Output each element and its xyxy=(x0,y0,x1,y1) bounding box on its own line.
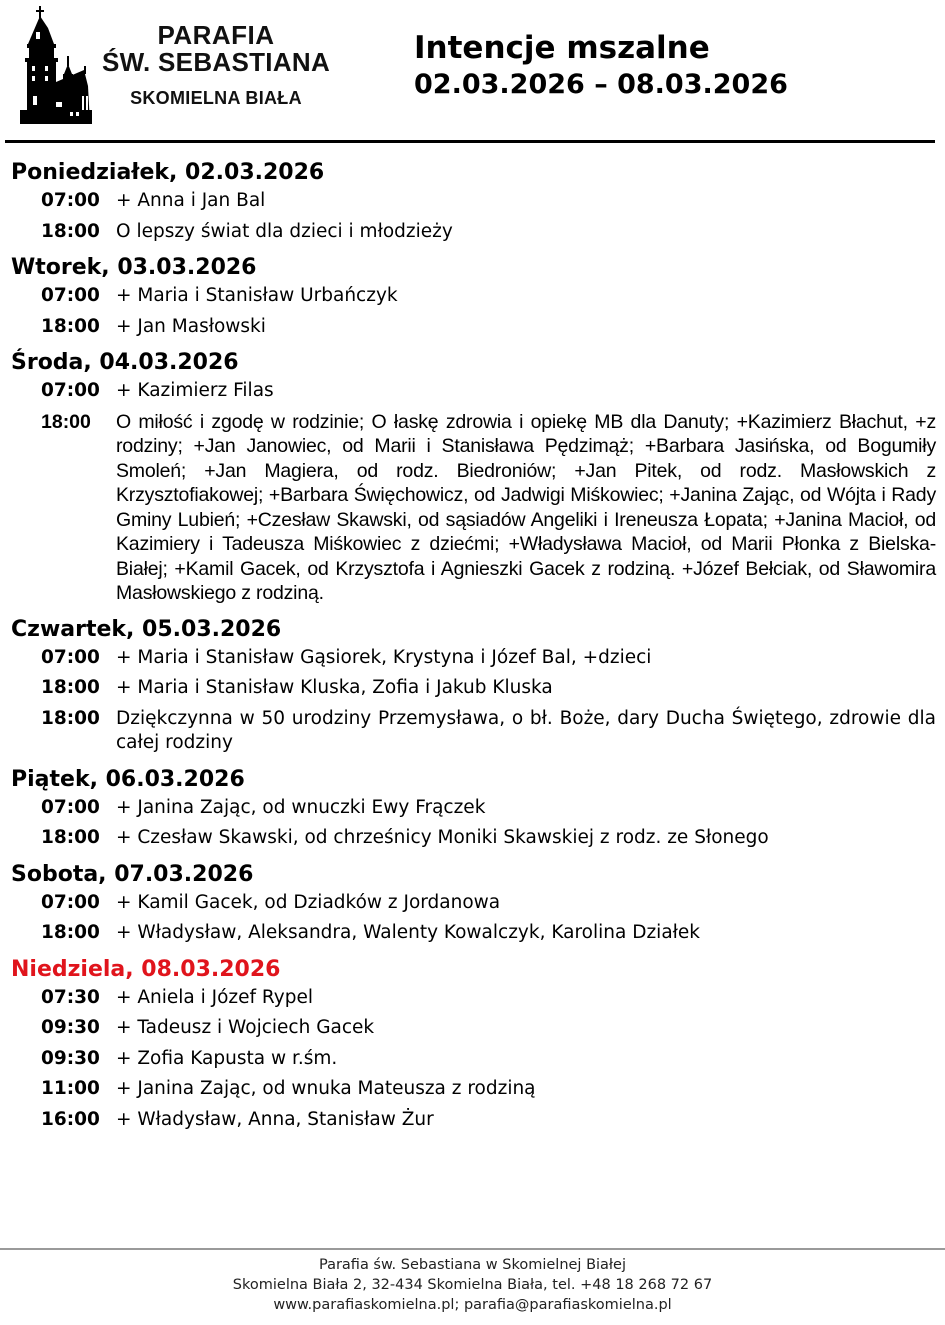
day-title: Piątek, 06.03.2026 xyxy=(11,766,245,792)
mass-entry xyxy=(0,921,945,946)
mass-intention: + Władysław, Aleksandra, Walenty Kowalczyk, Karolina Działek xyxy=(116,922,701,943)
day-sunday xyxy=(0,954,945,1133)
mass-entry xyxy=(0,646,945,671)
mass-entry xyxy=(0,315,945,340)
brand-line-1: PARAFIA xyxy=(157,20,275,50)
mass-time: 07:00 xyxy=(41,891,100,913)
mass-time: 18:00 xyxy=(41,220,100,242)
mass-intention: + Maria i Stanisław Gąsiorek, Krystyna i Józef Bal, +dzieci xyxy=(116,646,652,668)
day-title: Poniedziałek, 02.03.2026 xyxy=(11,160,325,185)
day-title: Czwartek, 05.03.2026 xyxy=(11,616,282,642)
day-tuesday xyxy=(0,252,945,339)
mass-intention: + Zofia Kapusta w r.śm. xyxy=(116,1047,338,1069)
mass-time: 18:00 xyxy=(41,315,100,337)
day-thursday xyxy=(0,614,945,756)
mass-time: 18:00 xyxy=(41,922,100,943)
mass-intention: + Kazimierz Filas xyxy=(116,380,274,401)
footer-parish-name: Parafia św. Sebastiana w Skomielnej Białej xyxy=(318,1257,626,1273)
footer-divider xyxy=(0,1248,945,1250)
mass-time: 07:00 xyxy=(41,190,100,211)
header-divider xyxy=(5,140,935,143)
day-friday xyxy=(0,764,945,851)
mass-intention: + Maria i Stanisław Urbańczyk xyxy=(116,285,398,306)
mass-entry xyxy=(0,1047,945,1072)
mass-entry xyxy=(0,220,945,245)
mass-entry xyxy=(0,1016,945,1041)
parish-brand xyxy=(96,22,336,108)
day-title: Środa, 04.03.2026 xyxy=(11,350,239,375)
mass-entry xyxy=(0,410,945,606)
mass-intention: O lepszy świat dla dzieci i młodzieży xyxy=(116,220,453,242)
mass-time: 18:00 xyxy=(41,827,100,848)
mass-intention: + Czesław Skawski, od chrześnicy Moniki Skawskiej z rodz. ze Słonego xyxy=(116,827,769,848)
day-title: Wtorek, 03.03.2026 xyxy=(11,255,257,280)
mass-entry xyxy=(0,379,945,404)
mass-intention: + Janina Zając, od wnuczki Ewy Frączek xyxy=(116,796,486,818)
mass-time: 16:00 xyxy=(41,1108,100,1130)
footer-contact: www.parafiaskomielna.pl; parafia@parafiaskomielna.pl xyxy=(273,1297,672,1313)
mass-intention: + Tadeusz i Wojciech Gacek xyxy=(116,1017,375,1038)
mass-entry xyxy=(0,707,945,756)
church-icon xyxy=(12,6,94,124)
mass-intention: + Aniela i Józef Rypel xyxy=(116,986,313,1008)
mass-entry xyxy=(0,986,945,1011)
mass-intention: + Anna i Jan Bal xyxy=(116,190,266,211)
mass-time: 07:00 xyxy=(41,646,100,668)
mass-time: 07:00 xyxy=(41,796,100,818)
page-title-block xyxy=(414,30,788,104)
mass-intention: + Kamil Gacek, od Dziadków z Jordanowa xyxy=(116,891,501,913)
mass-intention: + Jan Masłowski xyxy=(116,315,266,337)
mass-entry xyxy=(0,1108,945,1133)
page-title: Intencje mszalne xyxy=(414,30,710,66)
mass-time: 07:00 xyxy=(41,285,100,306)
mass-entry xyxy=(0,826,945,851)
day-title-sunday: Niedziela, 08.03.2026 xyxy=(11,956,281,982)
brand-line-2: ŚW. SEBASTIANA xyxy=(101,47,331,77)
day-wednesday xyxy=(0,347,945,606)
date-range: 02.03.2026 – 08.03.2026 xyxy=(414,69,788,100)
mass-time: 09:30 xyxy=(41,1047,100,1069)
day-saturday xyxy=(0,859,945,946)
mass-entry xyxy=(0,189,945,214)
mass-time: 18:00 xyxy=(41,707,100,729)
mass-intention: + Maria i Stanisław Kluska, Zofia i Jakub Kluska xyxy=(116,677,553,698)
mass-time: 18:00 xyxy=(41,677,100,698)
brand-line-3: SKOMIELNA BIAŁA xyxy=(130,88,302,108)
mass-time: 11:00 xyxy=(41,1078,100,1099)
intentions-list xyxy=(0,157,945,1140)
mass-intention: O miłość i zgodę w rodzinie; O łaskę zdrowia i opiekę MB dla Danuty; +Kazimierz Błachut, +z rodziny; +Jan Janowiec, od Marii i Stanisława Pędzimąż; +Barbara Jasińska, od Bogumiły Smoleń; +Jan Magiera, od rodz. Biedroniów; +Jan Pitek, od rodz. Masłowskich z Krzysztofiakowej; +Barbara Święchowicz, od Jadwigi Miśkowiec; +Janina Zając, od Wójta i Rady Gminy Lubień; +Czesław Skawski, od sąsiadów Angeliki i Ireneusza Łopata; +Janina Macioł, od Kazimiery i Tadeusza Miśkowiec z dziećmi; +Władysława Macioł, od Marii Płonka z Bielska-Białej; +Kamil Gacek, od Krzysztofa i Agnieszki Gacek z rodziną. +Józef Bełciak, od Sławomira Masłowskiego z rodziną. xyxy=(116,410,936,604)
footer-address: Skomielna Biała 2, 32-434 Skomielna Biała, tel. +48 18 268 72 67 xyxy=(232,1277,713,1293)
mass-entry xyxy=(0,676,945,701)
mass-time: 18:00 xyxy=(41,410,91,433)
mass-entry xyxy=(0,796,945,821)
mass-time: 09:30 xyxy=(41,1017,100,1038)
page-footer xyxy=(0,1255,945,1315)
mass-time: 07:00 xyxy=(41,380,100,401)
mass-entry xyxy=(0,1077,945,1102)
day-monday xyxy=(0,157,945,244)
mass-time: 07:30 xyxy=(41,986,100,1008)
mass-entry xyxy=(0,284,945,309)
mass-intention: + Władysław, Anna, Stanisław Żur xyxy=(116,1108,434,1130)
page-header xyxy=(0,0,945,145)
mass-intention: Dziękczynna w 50 urodziny Przemysława, o bł. Boże, dary Ducha Świętego, zdrowie dla całej rodziny xyxy=(116,707,936,753)
mass-intention: + Janina Zając, od wnuka Mateusza z rodziną xyxy=(116,1078,536,1099)
mass-entry xyxy=(0,891,945,916)
day-title: Sobota, 07.03.2026 xyxy=(11,861,254,887)
